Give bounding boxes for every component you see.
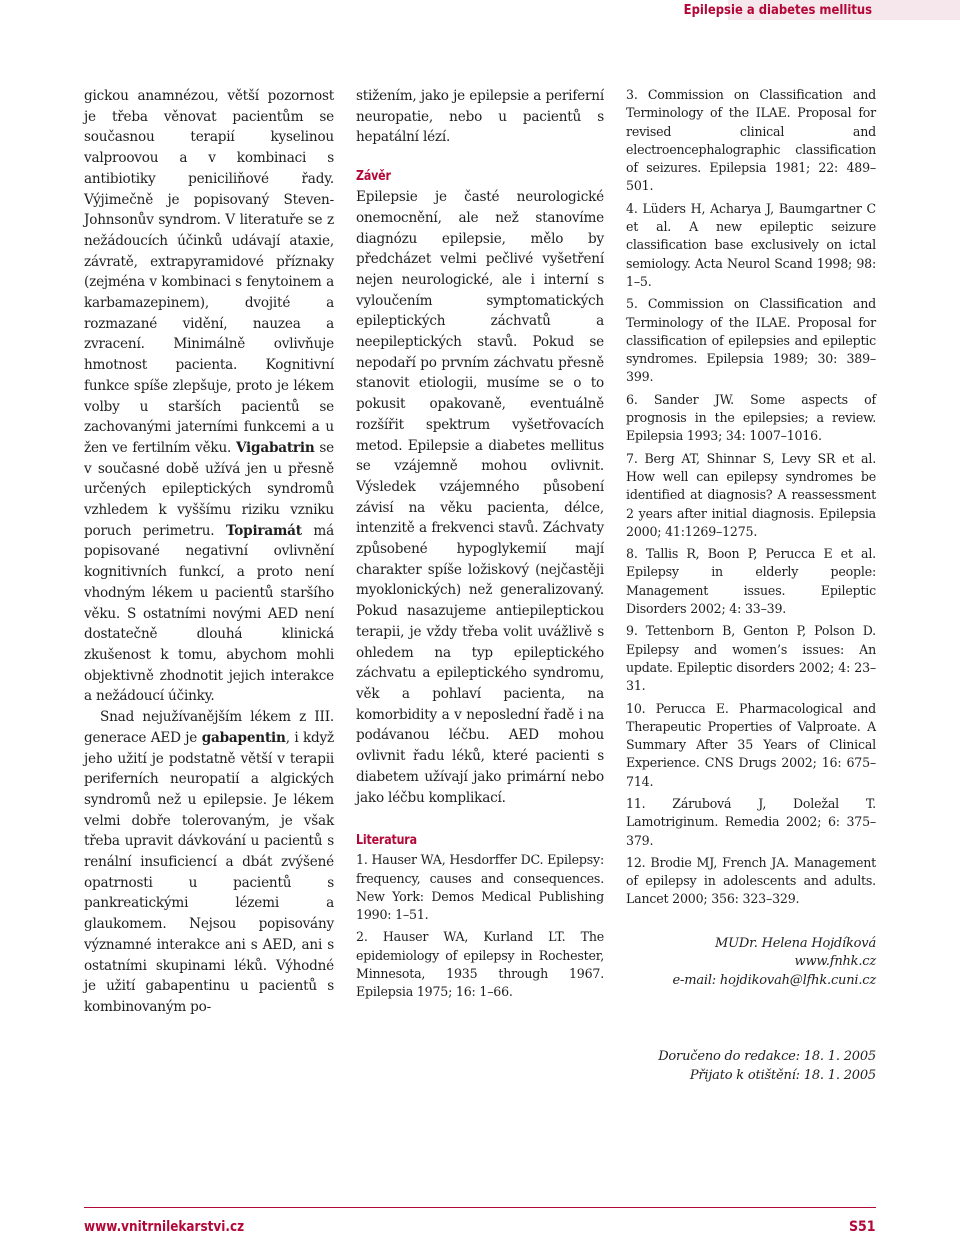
paragraph-text: Snad nejužívanějším lékem z III. generace AED je bbox=[84, 709, 334, 746]
page-number: S51 bbox=[849, 1219, 876, 1235]
received-date: Doručeno do redakce: 18. 1. 2005 bbox=[658, 1049, 876, 1065]
conclusion-heading-row bbox=[356, 166, 604, 187]
paragraph-text: se v současné době užívá jen u přesně určených epileptických syndromů vzhledem k vyššímu riziku vzniku poruch perimetru. bbox=[84, 439, 334, 539]
author-email[interactable]: e-mail: hojdikovah@lfhk.cuni.cz bbox=[672, 972, 876, 988]
author-name: MUDr. Helena Hojdíková bbox=[715, 935, 876, 951]
author-website[interactable]: www.fnhk.cz bbox=[794, 954, 876, 970]
reference-item: 9. Tettenborn B, Genton P, Polson D. Epilepsy and women’s issues: An update. Epileptic disorders 2002; 4: 23–31. bbox=[626, 623, 876, 694]
reference-item: 2. Hauser WA, Kurland LT. The epidemiology of epilepsy in Rochester, Minnesota, 1935 through 1967. Epilepsia 1975; 16: 1–66. bbox=[356, 929, 604, 1000]
reference-item: 12. Brodie MJ, French JA. Management of epilepsy in adolescents and adults. Lancet 2000; 356: 323–329. bbox=[626, 854, 876, 907]
reference-item: 11. Zárubová J, Doležal T. Lamotriginum. Remedia 2002; 6: 375–379. bbox=[626, 795, 876, 848]
footer-url[interactable]: www.vnitrnilekarstvi.cz bbox=[84, 1219, 245, 1235]
paragraph-drug-interactions bbox=[84, 86, 334, 707]
drug-name-vigabatrin: Vigabatrin bbox=[235, 439, 315, 456]
column-3 bbox=[626, 86, 876, 1085]
reference-item: 10. Perucca E. Pharmacological and Therapeutic Properties of Valproate. A Summary After 35 Years of Clinical Experience. CNS Drugs 2002; 16: 675–714. bbox=[626, 700, 876, 789]
conclusion-text: Epilepsie je časté neurologické onemocnění, ale než stanovíme diagnózu epilepsie, mělo by předcházet velmi pečlivé vyšetření nejen neurologické, ale i interní s vyloučením symptomatických epileptických záchvatů a neepileptických stavů. Pokud se nepodaří po prvním záchvatu přesně stanovit etiologii, musíme se o to pokusit opakovaně, eventuálně rozšířit spektrum vyšetřovacích metod. Epilepsie a diabetes mellitus se vzájemně mohou ovlivnit. Výsledek vzájemného působení závisí na věku pacienta, délce, intenzitě a frekvenci stavů. Záchvaty způsobené hypoglykemií mají charakter spíše ložiskový (nejčastěji myoklonických) než generalizovaný. Pokud nasazujeme antiepileptickou terapii, je vždy třeba volit uvážlivě s ohledem na typ epileptického záchvatu a epileptického syndromu, věk a pohlaví pacienta, na komorbidity a v neposlední řadě i na podávanou léčbu. AED mohou ovlivnit řadu léků, které pacienti s diabetem užívají jako primární nebo jako léčbu komplikací. bbox=[356, 189, 604, 806]
reference-item: 4. Lüders H, Acharya J, Baumgartner C et al. A new epileptic seizure classification base exclusively on ictal semiology. Acta Neurol Scand 1998; 98: 1–5. bbox=[626, 200, 876, 289]
column-2 bbox=[356, 86, 604, 1006]
literature-heading-row bbox=[356, 830, 604, 851]
paragraph-gabapentin bbox=[84, 707, 334, 1018]
literature-heading: Literatura bbox=[356, 833, 417, 849]
reference-item: 6. Sander JW. Some aspects of prognosis in the epilepsies; a review. Epilepsia 1993; 34: 1007–1016. bbox=[626, 391, 876, 444]
footer-divider bbox=[84, 1207, 876, 1208]
paragraph-text: , i když jeho užití je podstatně větší v terapii periferních neuropatií a algických syndromů než u epilepsie. Je lékem velmi dobře tolerovaným, je však třeba upravit dávkování u pacientů s renální insuficiencí a dbát zvýšené opatrnosti u pacientů s pankreatickými lézemi a glaukomem. Nejsou popisovány významné interakce ani s AED, ani s ostatními skupinami léků. Výhodné je užití gabapentinu u pacientů s kombinovaným po- bbox=[84, 729, 334, 1015]
paragraph-continuation: stižením, jako je epilepsie a periferní neuropatie, nebo u pacientů s hepatální lézí. bbox=[356, 88, 604, 146]
accepted-date: Přijato k otištění: 18. 1. 2005 bbox=[689, 1067, 876, 1083]
paragraph-text: gickou anamnézou, větší pozornost je třeba věnovat pacientům se současnou terapií kyselinou valproovou a v kombinaci s antibiotiky peniciliňové řady. Výjimečně je popisovaný Steven-Johnsonův syndrom. V literatuře se z nežádoucích účinků udávají ataxie, závratě, extrapyramidové příznaky (zejména v kombinaci s fenytoinem a karbamazepinem), dvojité a rozmazané vidění, nauzea a zvracení. Minimálně ovlivňuje hmotnost pacienta. Kognitivní funkce spíše zlepšuje, proto je lékem volby u starších pacientů se zachovanými jaterními funkcemi a u žen ve fertilním věku. bbox=[84, 88, 334, 456]
reference-item: 8. Tallis R, Boon P, Perucca E et al. Epilepsy in elderly people: Management issues. Epileptic Disorders 2002; 4: 33–39. bbox=[626, 546, 876, 617]
reference-item: 5. Commission on Classification and Terminology of the ILAE. Proposal for classification of epilepsies and epileptic syndromes. Epilepsia 1989; 30: 389–399. bbox=[626, 296, 876, 385]
drug-name-gabapentin: gabapentin bbox=[201, 729, 286, 746]
reference-item: 3. Commission on Classification and Terminology of the ILAE. Proposal for revised clinical and electroencephalographic classification of seizures. Epilepsia 1981; 22: 489–501. bbox=[626, 87, 876, 194]
column-1 bbox=[84, 86, 334, 1018]
drug-name-topiramat: Topiramát bbox=[225, 522, 302, 539]
reference-item: 7. Berg AT, Shinnar S, Levy SR et al. How well can epilepsy syndromes be identified at diagnosis? A reassessment 2 years after initial diagnosis. Epilepsia 2000; 41:1269–1275. bbox=[626, 450, 876, 539]
paragraph-text: má popisované negativní ovlivnění kognitivních funkcí, a proto není vhodným lékem u pacientů staršího věku. S ostatními novými AED není dostatečně dlouhá klinická zkušenost k tomu, abychom mohli objektivně zhodnotit jejich interakce a nežádoucí účinky. bbox=[84, 522, 334, 705]
reference-item: 1. Hauser WA, Hesdorffer DC. Epilepsy: frequency, causes and consequences. New York: Demos Medical Publishing 1990: 1–51. bbox=[356, 852, 604, 923]
running-title: Epilepsie a diabetes mellitus bbox=[683, 2, 872, 18]
conclusion-heading: Závěr bbox=[356, 169, 391, 185]
